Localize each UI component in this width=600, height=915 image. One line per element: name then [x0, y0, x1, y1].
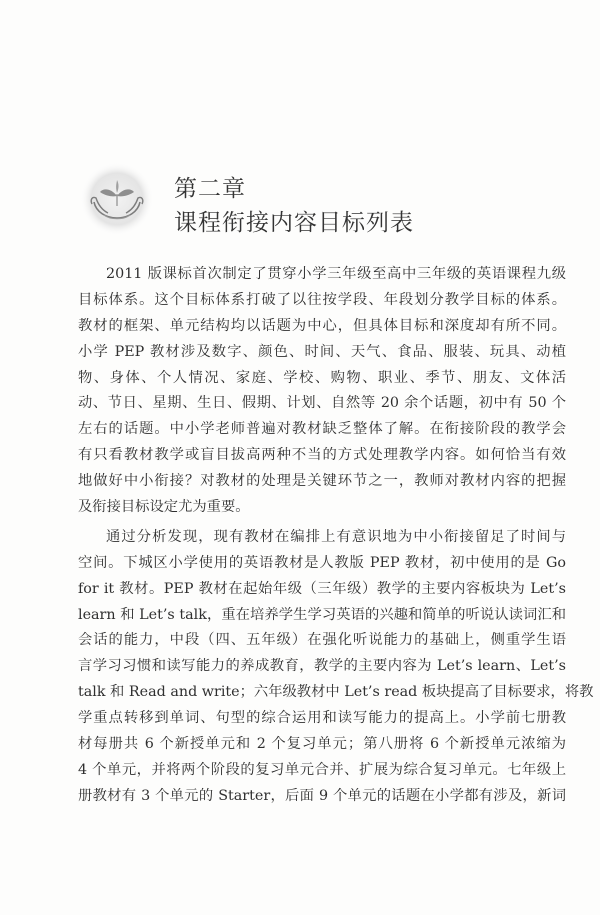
chapter-title: 课程衔接内容目标列表	[174, 210, 414, 236]
text-line: 左右的话题。中小学老师普遍对教材缺乏整体了解。在衔接阶段的教学会	[78, 421, 566, 438]
text-line: talk 和 Read and write；六年级教材中 Let’s read 板块提高了目标要求，将教	[78, 684, 594, 701]
text-line: 通过分析发现，现有教材在编排上有意识地为中小衔接留足了时间与	[106, 528, 566, 545]
text-line: 2011 版课标首次制定了贯穿小学三年级至高中三年级的英语课程九级	[106, 266, 566, 282]
text-line: for it 教材。PEP 教材在起始年级（三年级）教学的主要内容板块为 Let’s	[78, 580, 566, 597]
text-line: 动、节日、星期、生日、假期、计划、自然等 20 余个话题，初中有 50 个	[78, 395, 566, 412]
text-line: 言学习习惯和读写能力的养成教育，教学的主要内容为 Let’s learn、Let’s	[78, 658, 566, 675]
text-line: 有只看教材教学或盲目拔高两种不当的方式处理教学内容。如何恰当有效	[78, 447, 566, 464]
text-line: learn 和 Let’s talk，重在培养学生学习英语的兴趣和简单的听说认读词汇和	[78, 606, 566, 623]
text-line: 4 个单元，并将两个阶段的复习单元合并、扩展为综合复习单元。七年级上	[78, 761, 566, 778]
chapter-header	[78, 160, 538, 250]
text-line: 教材的框架、单元结构均以话题为中心，但具体目标和深度却有所不同。	[78, 317, 566, 334]
text-line: 物、身体、个人情况、家庭、学校、购物、职业、季节、朋友、文体活	[78, 369, 566, 386]
paragraph-1	[78, 262, 566, 521]
hands-sprout-emblem-icon	[78, 160, 156, 238]
text-line: 地做好中小衔接？对教材的处理是关键环节之一，教师对教材内容的把握	[78, 473, 566, 490]
body-text	[78, 262, 594, 810]
text-line: 空间。下城区小学使用的英语教材是人教版 PEP 教材，初中使用的是 Go	[78, 554, 566, 571]
text-line: 目标体系。这个目标体系打破了以往按学段、年段划分教学目标的体系。	[78, 291, 566, 308]
text-line: 及衔接目标设定尤为重要。	[78, 499, 250, 516]
text-line: 学重点转移到单词、句型的综合运用和读写能力的提高上。小学前七册教	[78, 710, 566, 727]
text-line: 小学 PEP 教材涉及数字、颜色、时间、天气、食品、服装、玩具、动植	[78, 343, 566, 360]
chapter-number: 第二章	[174, 176, 246, 202]
text-line: 会话的能力，中段（四、五年级）在强化听说能力的基础上，侧重学生语	[78, 632, 566, 649]
text-line: 册教材有 3 个单元的 Starter，后面 9 个单元的话题在小学都有涉及，新词	[78, 787, 566, 804]
text-line: 材每册共 6 个新授单元和 2 个复习单元；第八册将 6 个新授单元浓缩为	[78, 736, 566, 753]
paragraph-2	[78, 525, 594, 810]
